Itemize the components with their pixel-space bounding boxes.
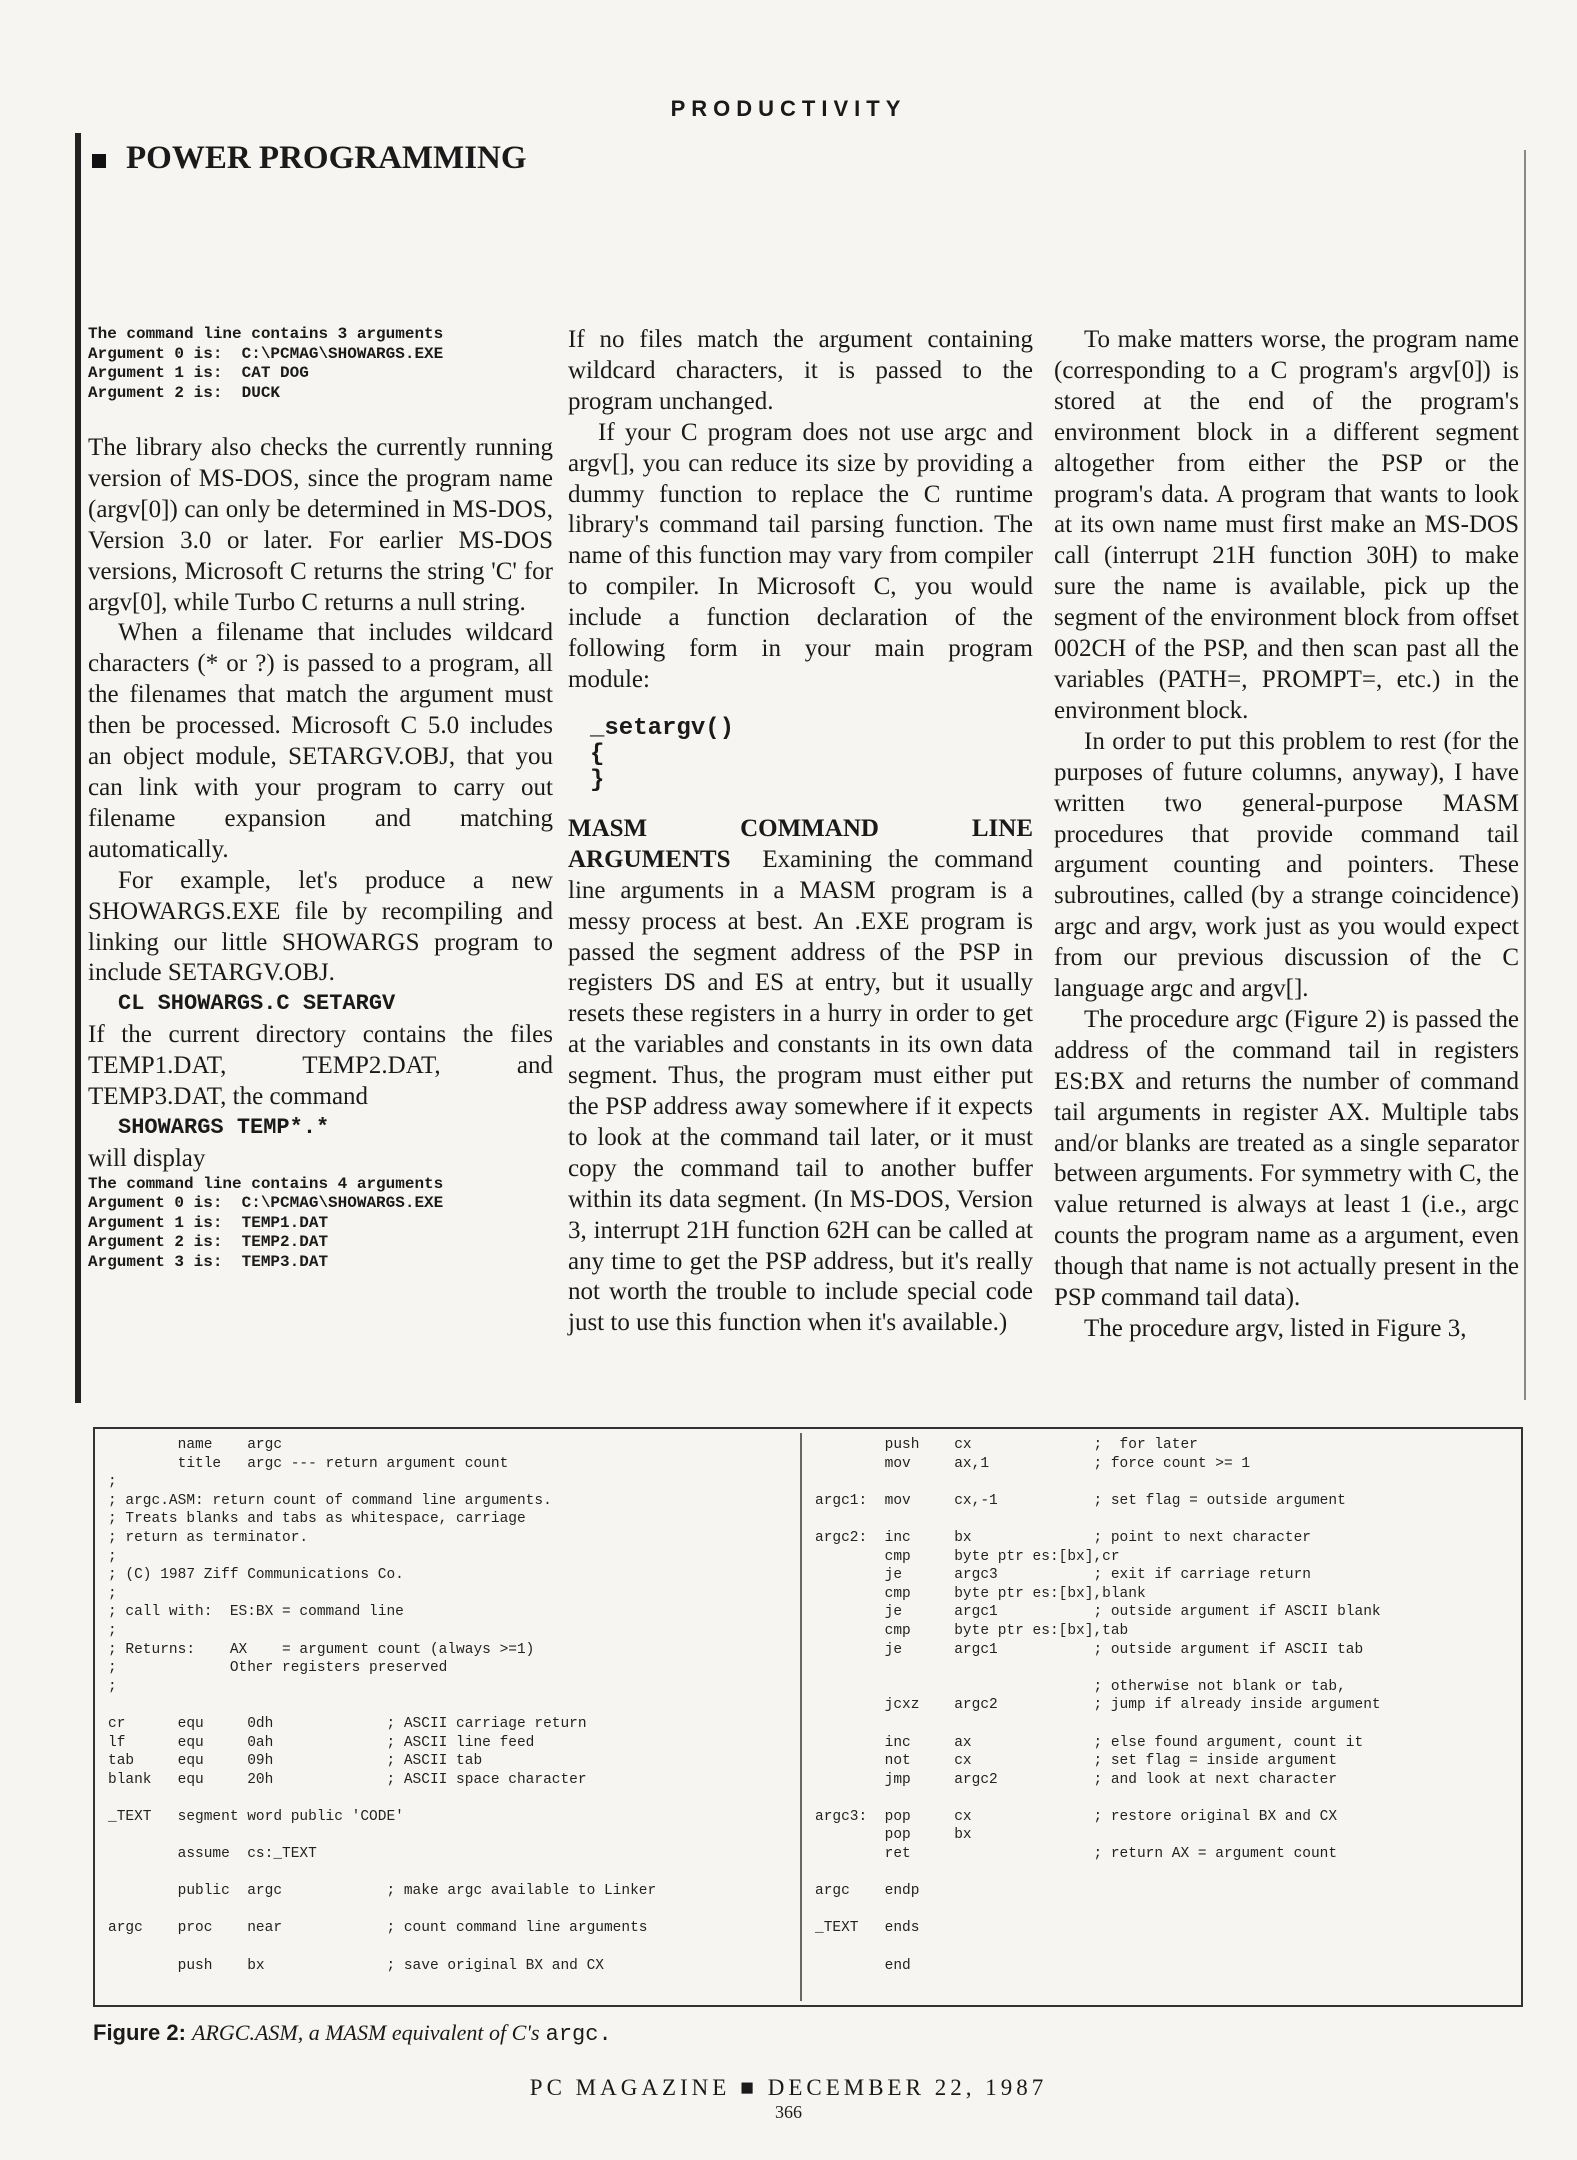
paragraph: In order to put this problem to rest (for the purposes of future columns, anyway), I have written two general-purpose MASM procedures that provide command tail argument counting and pointers. These subroutines, called (by a strange coincidence) argc and argv, work just as you would expect from our previous discussion of the C language argc and argv[]. [1054, 727, 1519, 1003]
code-listing-left: name argc title argc --- return argument count ; ; argc.ASM: return count of command line arguments. ; Treats blanks and tabs as whitespace, carriage ; return as terminator. ; ; (C) 1987 Ziff Communications Co. ; ; call with: ES:BX = command line ; ; Returns: AX = argument count (always >=1) ; Other registers preserved ; cr equ 0dh ; ASCII carriage return lf equ 0ah ; ASCII line feed tab equ 09h ; ASCII tab blank equ 20h ; ASCII space character _TEXT segment word public 'CODE' assume cs:_TEXT public argc ; make argc available to Linker argc proc near ; count command line arguments push bx ; save original BX and CX [108, 1437, 657, 1974]
subhead: MASM COMMAND LINE ARGUMENTS [568, 814, 1033, 873]
issue-date: DECEMBER 22, 1987 [767, 2075, 1048, 2100]
section-kicker: PRODUCTIVITY [670, 96, 907, 121]
paragraph: When a filename that includes wildcard characters (* or ?) is passed to a program, all the filenames that match the argument must then be processed. Microsoft C 5.0 includes an object module, SETARGV.OBJ, that you can link with your program to carry out filename expansion and matching automatically. [88, 619, 553, 863]
footer-bullet-icon: ■ [740, 2075, 758, 2100]
paragraph: will display [88, 1144, 206, 1172]
page-number: 366 [775, 2102, 802, 2122]
paragraph: If no files match the argument containing wildcard characters, it is passed to the program unchanged. [568, 326, 1033, 415]
program-output-1: The command line contains 3 arguments Argument 0 is: C:\PCMAG\SHOWARGS.EXE Argument 1 is: CAT DOG Argument 2 is: DUCK [88, 325, 444, 402]
department-title: POWER PROGRAMMING [126, 140, 527, 176]
paragraph: If the current directory contains the files TEMP1.DAT, TEMP2.DAT, and TEMP3.DAT, the command [88, 1021, 553, 1111]
figure-caption: Figure 2: ARGC.ASM, a MASM equivalent of C's argc. [93, 2020, 612, 2047]
code-snippet: _setargv() { } [590, 714, 735, 794]
paragraph: The library also checks the currently running version of MS-DOS, since the program name (argv[0]) can only be determined in MS-DOS, Version 3.0 or later. For earlier MS-DOS versions, Microsoft C returns the string 'C' for argv[0], while Turbo C returns a null string. [88, 434, 553, 616]
column-3 [1054, 325, 1519, 1345]
command-line: SHOWARGS TEMP*.* [118, 1114, 330, 1140]
paragraph: To make matters worse, the program name (corresponding to a C program's argv[0]) is stored at the end of the program's environment block in a different segment altogether from either the PSP or the program's data. A program that wants to look at its own name must first make an MS-DOS call (interrupt 21H function 30H) to make sure the name is available, pick up the segment of the environment block from offset 002CH of the PSP, and then scan past all the variables (PATH=, PROMPT=, etc.) in the environment block. [1054, 326, 1519, 724]
paragraph: The procedure argv, listed in Figure 3, [1084, 1315, 1467, 1342]
page-footer [0, 2075, 1577, 2101]
column-1 [88, 325, 553, 1272]
paragraph: The procedure argc (Figure 2) is passed the address of the command tail in registers ES:BX and returns the number of command tail arguments in register AX. Multiple tabs and/or blanks are treated as a single separator between arguments. For symmetry with C, the value returned is always at least 1 (i.e., argc counts the program name as a argument, even though that name is not actually present in the PSP command tail data). [1054, 1005, 1519, 1312]
paragraph: If your C program does not use argc and argv[], you can reduce its size by providing a dummy function to replace the C runtime library's command tail parsing function. The name of this function may vary from compiler to compiler. In Microsoft C, you would include a function declaration of the following form in your main program module: [568, 418, 1033, 693]
magazine-name: PC MAGAZINE [529, 2075, 731, 2100]
paragraph: For example, let's produce a new SHOWARGS.EXE file by recompiling and linking our little SHOWARGS program to include SETARGV.OBJ. [88, 866, 553, 987]
left-rule [75, 133, 81, 1403]
section-paragraph: MASM COMMAND LINE ARGUMENTS Examining the command line arguments in a MASM program is a messy process at best. An .EXE program is passed the segment address of the PSP in registers DS and ES at entry, but it usually resets these registers in a hurry in order to get at the variables and constants in its own data segment. Thus, the program must either put the PSP address away somewhere if it expects to look at the command tail later, or it must copy the command tail to another buffer within its data segment. (In MS-DOS, Version 3, interrupt 21H function 62H can be called at any time to get the PSP address, but it's really not worth the trouble to include special code just to use this function when it's available.) [568, 814, 1033, 1337]
right-rule [1524, 150, 1526, 1400]
program-output-2: The command line contains 4 arguments Argument 0 is: C:\PCMAG\SHOWARGS.EXE Argument 1 is: TEMP1.DAT Argument 2 is: TEMP2.DAT Argument 3 is: TEMP3.DAT [88, 1174, 444, 1271]
figure-divider [800, 1433, 802, 2001]
code-listing-right: push cx ; for later mov ax,1 ; force count >= 1 argc1: mov cx,-1 ; set flag = outside argument argc2: inc bx ; point to next character cmp byte ptr es:[bx],cr je argc3 ; exit if carriage return cmp byte ptr es:[bx],blank je argc1 ; outside argument if ASCII blank cmp byte ptr es:[bx],tab je argc1 ; outside argument if ASCII tab ; otherwise not blank or tab, jcxz argc2 ; jump if already inside argument inc ax ; else found argument, count it not cx ; set flag = inside argument jmp argc2 ; and look at next character argc3: pop cx ; restore original BX and CX pop bx ret ; return AX = argument count argc endp _TEXT ends end [815, 1437, 1381, 1974]
column-2 [568, 325, 1033, 1339]
command-line: CL SHOWARGS.C SETARGV [118, 991, 396, 1017]
